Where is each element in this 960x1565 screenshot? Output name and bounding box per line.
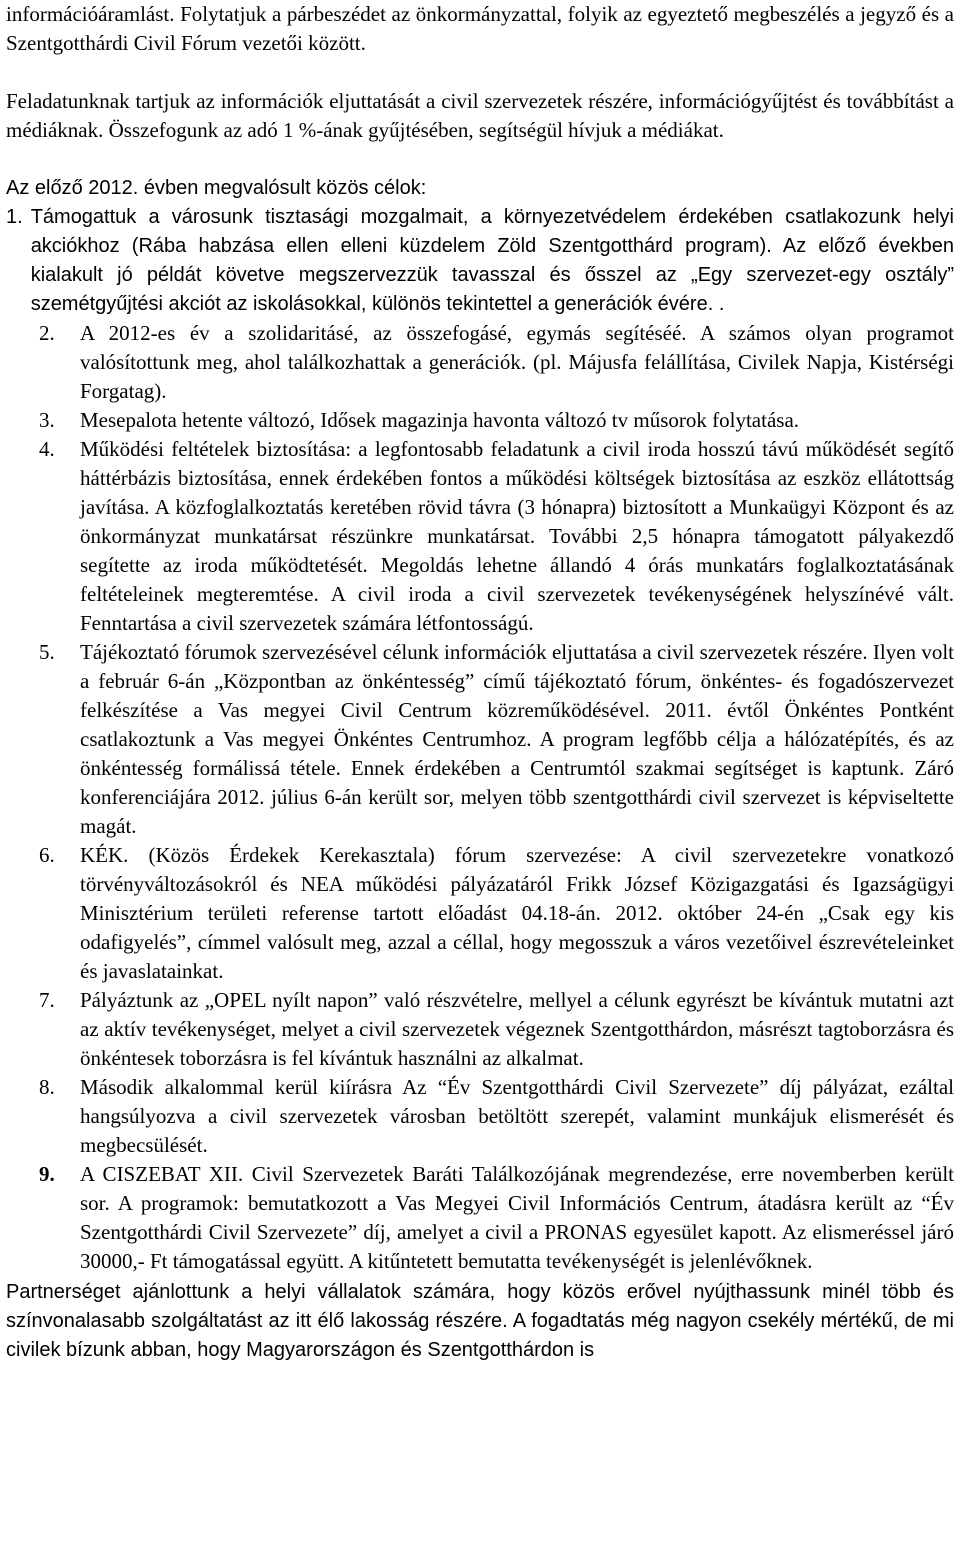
list-item-text: Tájékoztató fórumok szervezésével célunk információk eljuttatása a civil szervezetek részére. Ilyen volt a február 6-án „Központban az önkéntesség” című tájékoztató fórum, önkéntes- és fogadószervezet felkészítése a Vas megyei Civil Centrum közreműködésével. 2011. évtől Önkéntes Pontként csatlakoztunk a Vas megyei Önkéntes Centrumhoz. A program legfőbb célja a hálózatépítés, és az önkéntesség formálissá tétele. Ennek érdekében a Centrumtól szakmai segítséget is kaptunk. Záró konferenciájára 2012. július 6-án került sor, melyen több szentgotthárdi civil szervezet is képviseltette magát. <box>80 640 954 838</box>
list-item-number: 9. <box>39 1162 55 1186</box>
list-item-3 <box>6 406 954 435</box>
list-item-text: Második alkalommal kerül kiírásra Az “Év Szentgotthárdi Civil Szervezete” díj pályázat, ezáltal hangsúlyozva a civil szervezetek városban betöltött szerepét, valamint munkájuk elismerését és megbecsülését. <box>80 1075 954 1157</box>
list-item-number: 8. <box>39 1075 55 1099</box>
list-item-text: Pályáztunk az „OPEL nyílt napon” való részvételre, mellyel a célunk egyrészt be kívántuk mutatni azt az aktív tevékenységet, melyet a civil szervezetek végeznek Szentgotthárdon, másrészt tagtoborzásra és önkéntesek toborzásra is fel kívántuk használni az alkalmat. <box>80 988 954 1070</box>
list-item-number: 1. <box>6 206 23 228</box>
goals-list <box>6 319 954 1276</box>
closing-paragraph: Partnerséget ajánlottunk a helyi vállalatok számára, hogy közös erővel nyújthassunk minél több és színvonalasabb szolgáltatást az itt élő lakosság részére. A fogadtatás még nagyon csekély mértékű, de mi civilek bízunk abban, hogy Magyarországon és Szentgotthárdon is <box>6 1281 954 1361</box>
list-item-text: Támogattuk a városunk tisztasági mozgalmait, a környezetvédelem érdekében csatlakozunk helyi akciókhoz (Rába habzása ellen elleni küzdelem Zöld Szentgotthárd program). Az előző években kialakult jó példát követve megszervezzük tavasszal és ősszel az „Egy szervezet-egy osztály” szemétgyűjtési akciót az iskolásokkal, különös tekintettel a generációk évére. . <box>30 206 954 315</box>
goals-heading: Az előző 2012. évben megvalósult közös célok: <box>6 177 427 199</box>
intro-paragraph-2: Feladatunknak tartjuk az információk eljuttatását a civil szervezetek részére, információgyűjtést és továbbítást a médiáknak. Összefogunk az adó 1 %-ának gyűjtésében, segítségül hívjuk a médiákat. <box>6 89 954 142</box>
list-item-number: 4. <box>39 437 55 461</box>
list-item-number: 3. <box>39 408 55 432</box>
list-item-text: Működési feltételek biztosítása: a legfontosabb feladatunk a civil iroda hosszú távú működését segítő háttérbázis biztosítása, ennek érdekében fontos a működési költségek biztosítása az eszköz ellátottság javítása. A közfoglalkoztatás keretében rövid távra (3 hónapra) biztosított a Munkaügyi Központ és az önkormányzat munkatársat részünkre munkatársat. További 2,5 hónapra támogatott pályakezdő segítette az iroda működtetését. Megoldás lehetne állandó 4 órás munkatárs foglalkoztatásának feltételeinek megteremtése. A civil iroda a civil szervezetek tevékenységének helyszínévé vált. Fenntartása a civil szervezetek számára létfontosságú. <box>80 437 954 635</box>
list-item-5 <box>6 638 954 841</box>
list-item-number: 5. <box>39 640 55 664</box>
list-item-7 <box>6 986 954 1073</box>
list-item-text: A CISZEBAT XII. Civil Szervezetek Baráti Találkozójának megrendezése, erre novemberben került sor. A programok: bemutatkozott a Vas Megyei Civil Információs Centrum, átadásra került az “Év Szentgotthárdi Civil Szervezete” díj, amelyet a civil a PRONAS egyesület kapott. Az elismeréssel járó 30000,- Ft támogatással együtt. A kitűntetett bemutatta tevékenységét is jelenlévőknek. <box>80 1162 954 1273</box>
list-item-1 <box>6 203 954 319</box>
list-item-9 <box>6 1160 954 1276</box>
list-item-text: Mesepalota hetente változó, Idősek magazinja havonta változó tv műsorok folytatása. <box>80 408 800 432</box>
list-item-number: 6. <box>39 843 55 867</box>
list-item-number: 2. <box>39 321 55 345</box>
list-item-6 <box>6 841 954 986</box>
list-item-2 <box>6 319 954 406</box>
list-item-number: 7. <box>39 988 55 1012</box>
list-item-4 <box>6 435 954 638</box>
document-page <box>6 0 954 1365</box>
intro-paragraph-1: információáramlást. Folytatjuk a párbeszédet az önkormányzattal, folyik az egyeztető megbeszélés a jegyző és a Szentgotthárdi Civil Fórum vezetői között. <box>6 2 954 55</box>
list-item-8 <box>6 1073 954 1160</box>
list-item-text: KÉK. (Közös Érdekek Kerekasztala) fórum szervezése: A civil szervezetekre vonatkozó törvényváltozásokról és NEA működési pályázatáról Frikk József Közigazgatási és Igazságügyi Minisztérium területi referense tartott előadást 04.18-án. 2012. október 24-én „Csak egy kis odafigyelés”, címmel valósult meg, azzal a céllal, hogy megosszuk a város vezetőivel észrevételeinket és javaslatainkat. <box>80 843 954 983</box>
list-item-text: A 2012-es év a szolidaritásé, az összefogásé, egymás segítéséé. A számos olyan programot valósítottunk meg, ahol találkozhattak a generációk. (pl. Májusfa felállítása, Civilek Napja, Kistérségi Forgatag). <box>80 321 954 403</box>
